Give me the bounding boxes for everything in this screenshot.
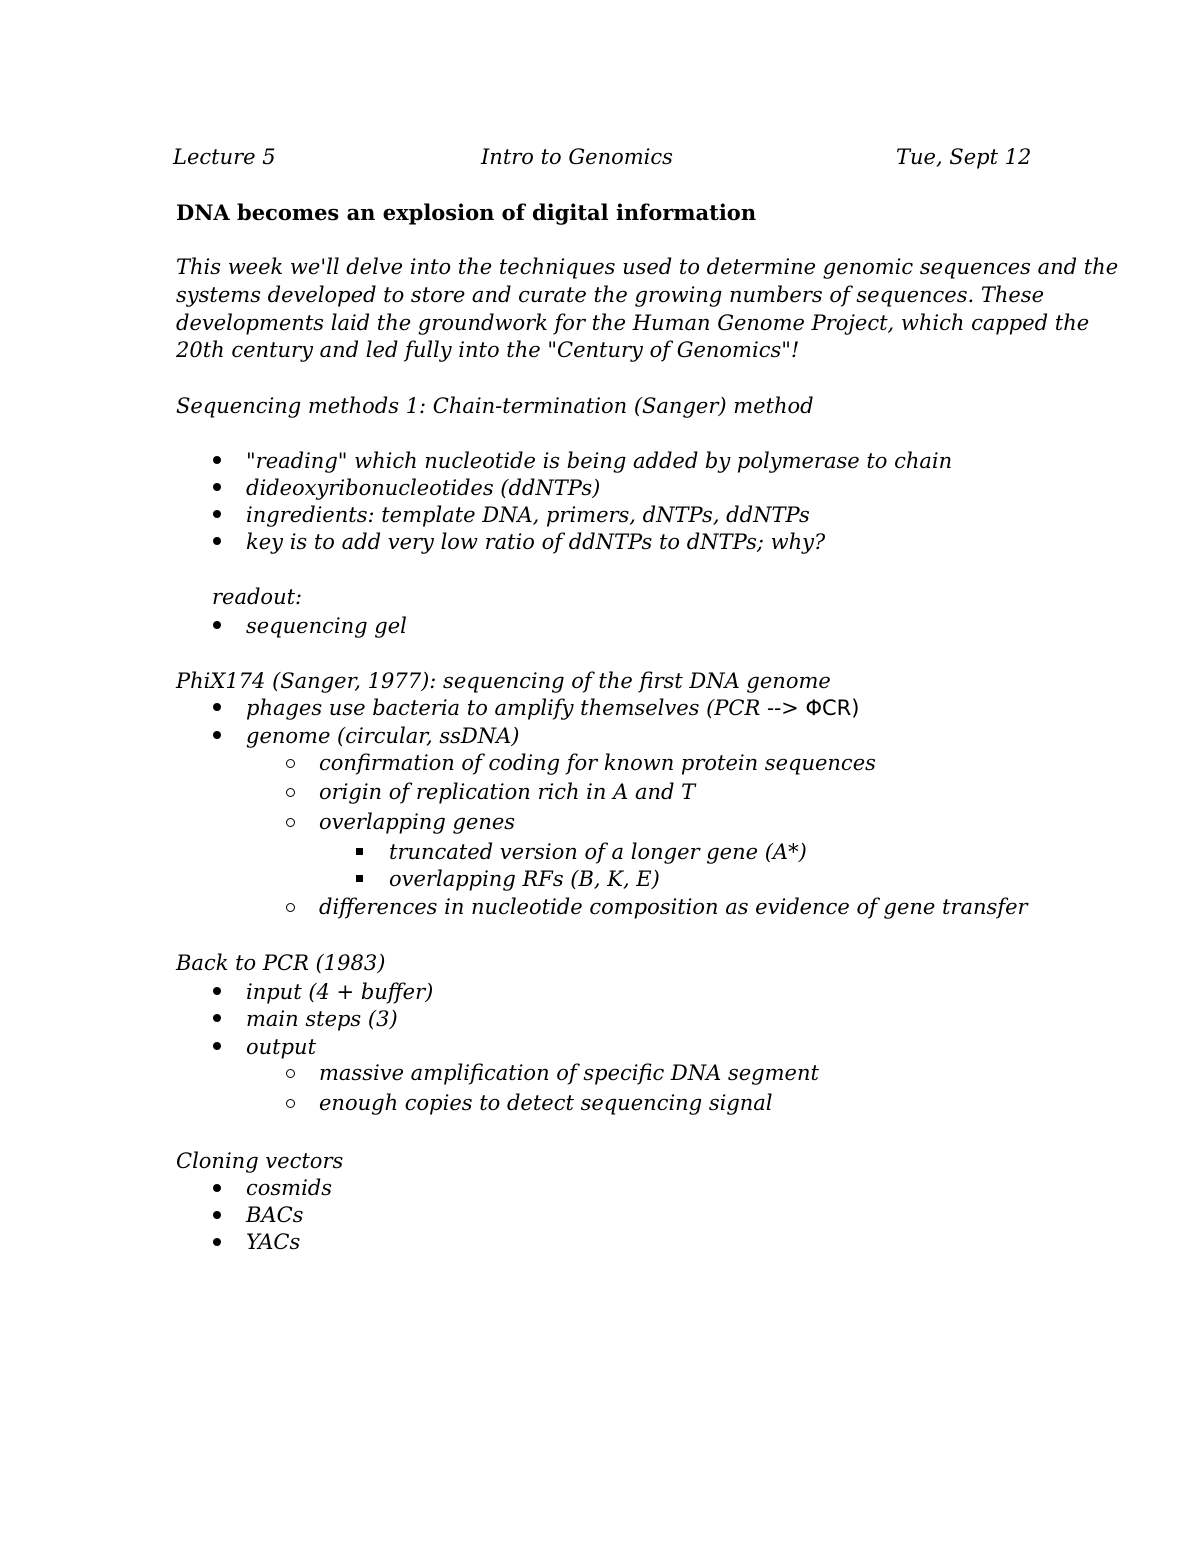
bullet-circle	[286, 1099, 295, 1108]
sub-list-item: confirmation of coding for known protein sequences	[319, 751, 876, 775]
phi-symbol-text: ΦCR)	[805, 696, 860, 720]
bullet-disc	[213, 456, 221, 464]
section-heading-sanger: Sequencing methods 1: Chain-termination (Sanger) method	[176, 394, 814, 418]
bullet-circle	[286, 903, 295, 912]
bullet-disc	[213, 621, 221, 629]
list-item: sequencing gel	[246, 614, 407, 638]
list-item: dideoxyribonucleotides (ddNTPs)	[246, 476, 601, 500]
readout-label: readout:	[212, 585, 303, 609]
list-item: output	[246, 1035, 317, 1059]
page-title: DNA becomes an explosion of digital information	[176, 200, 757, 225]
bullet-disc	[213, 1042, 221, 1050]
bullet-disc	[213, 537, 221, 545]
list-item: cosmids	[246, 1176, 333, 1200]
bullet-square	[356, 875, 363, 882]
sub-sub-list-item: overlapping RFs (B, K, E)	[389, 867, 660, 891]
list-item: BACs	[246, 1203, 304, 1227]
bullet-disc	[213, 731, 221, 739]
sub-list-item: enough copies to detect sequencing signal	[319, 1091, 773, 1115]
sub-sub-list-item: truncated version of a longer gene (A*)	[389, 840, 807, 864]
list-item: ingredients: template DNA, primers, dNTPs, ddNTPs	[246, 503, 810, 527]
list-item: input (4 + buffer)	[246, 980, 434, 1004]
list-item: genome (circular, ssDNA)	[246, 724, 520, 748]
section-heading-cloning: Cloning vectors	[176, 1149, 344, 1173]
list-item: YACs	[246, 1230, 301, 1254]
bullet-disc	[213, 1184, 221, 1192]
bullet-circle	[286, 818, 295, 827]
bullet-disc	[213, 1211, 221, 1219]
list-item: "reading" which nucleotide is being added by polymerase to chain	[246, 449, 953, 473]
header-course: Intro to Genomics	[481, 145, 673, 169]
sub-list-item: massive amplification of specific DNA segment	[319, 1061, 819, 1085]
sub-list-item: differences in nucleotide composition as evidence of gene transfer	[319, 895, 1028, 919]
bullet-disc	[213, 1238, 221, 1246]
list-item	[246, 698, 859, 719]
bullet-circle	[286, 759, 295, 768]
section-heading-phix: PhiX174 (Sanger, 1977): sequencing of the first DNA genome	[176, 669, 831, 693]
list-item: key is to add very low ratio of ddNTPs to dNTPs; why?	[246, 530, 826, 554]
intro-line: 20th century and led fully into the "Century of Genomics"!	[176, 338, 800, 362]
bullet-square	[356, 848, 363, 855]
section-heading-pcr: Back to PCR (1983)	[176, 951, 386, 975]
sub-list-item: origin of replication rich in A and T	[319, 780, 696, 804]
bullet-disc	[213, 987, 221, 995]
intro-line: This week we'll delve into the techniques used to determine genomic sequences and the	[176, 255, 1119, 279]
bullet-disc	[213, 510, 221, 518]
bullet-disc	[213, 1014, 221, 1022]
intro-line: systems developed to store and curate the growing numbers of sequences. These	[176, 283, 1045, 307]
header-lecture: Lecture 5	[173, 145, 276, 169]
bullet-circle	[286, 788, 295, 797]
list-item-text: phages use bacteria to amplify themselves (PCR -->	[246, 696, 806, 720]
sub-list-item: overlapping genes	[319, 810, 516, 834]
bullet-disc	[213, 703, 221, 711]
list-item: main steps (3)	[246, 1007, 398, 1031]
intro-line: developments laid the groundwork for the Human Genome Project, which capped the	[176, 311, 1090, 335]
bullet-disc	[213, 483, 221, 491]
header-date: Tue, Sept 12	[896, 145, 1032, 169]
bullet-circle	[286, 1069, 295, 1078]
